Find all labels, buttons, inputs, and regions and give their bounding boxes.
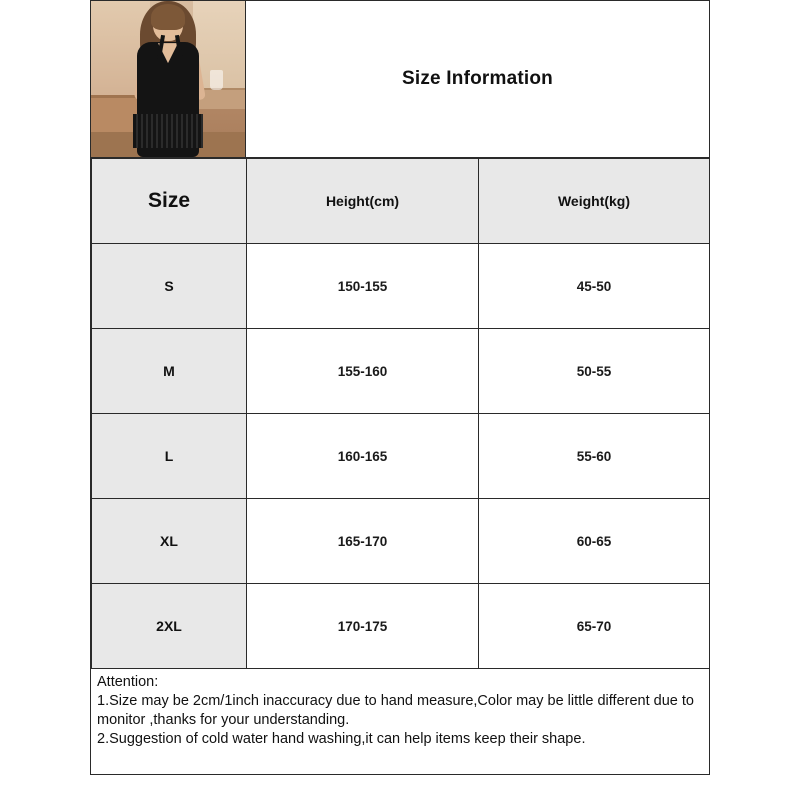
- cell-weight: 65-70: [479, 584, 710, 669]
- cell-size: M: [92, 329, 247, 414]
- attention-note-1: 1.Size may be 2cm/1inch inaccuracy due to hand measure,Color may be little different due to monitor ,thanks for your understanding.: [97, 693, 694, 729]
- column-header-weight: Weight(kg): [479, 159, 710, 244]
- dress-fringe: [133, 114, 203, 148]
- model-hair-front: [151, 4, 185, 30]
- cell-weight: 50-55: [479, 329, 710, 414]
- size-table: [91, 158, 710, 669]
- column-header-height: Height(cm): [247, 159, 479, 244]
- table-header-row: [92, 159, 710, 244]
- photo-glass: [210, 70, 223, 90]
- cell-height: 170-175: [247, 584, 479, 669]
- table-row: [92, 244, 710, 329]
- cell-size: L: [92, 414, 247, 499]
- size-chart-container: [90, 0, 710, 775]
- cell-weight: 45-50: [479, 244, 710, 329]
- attention-section: [91, 669, 709, 756]
- chart-header: [91, 1, 709, 158]
- table-row: [92, 329, 710, 414]
- table-row: [92, 414, 710, 499]
- cell-size: 2XL: [92, 584, 247, 669]
- cell-height: 150-155: [247, 244, 479, 329]
- cell-height: 155-160: [247, 329, 479, 414]
- cell-weight: 60-65: [479, 499, 710, 584]
- table-row: [92, 499, 710, 584]
- product-photo: [91, 1, 245, 157]
- column-header-size: Size: [92, 159, 247, 244]
- page-title: Size Information: [402, 68, 553, 89]
- attention-note-2: 2.Suggestion of cold water hand washing,it can help items keep their shape.: [97, 731, 586, 748]
- cell-height: 165-170: [247, 499, 479, 584]
- title-cell: [246, 1, 709, 157]
- product-photo-cell: [91, 1, 246, 157]
- table-row: [92, 584, 710, 669]
- cell-height: 160-165: [247, 414, 479, 499]
- attention-heading: Attention:: [97, 674, 159, 690]
- cell-size: S: [92, 244, 247, 329]
- cell-size: XL: [92, 499, 247, 584]
- cell-weight: 55-60: [479, 414, 710, 499]
